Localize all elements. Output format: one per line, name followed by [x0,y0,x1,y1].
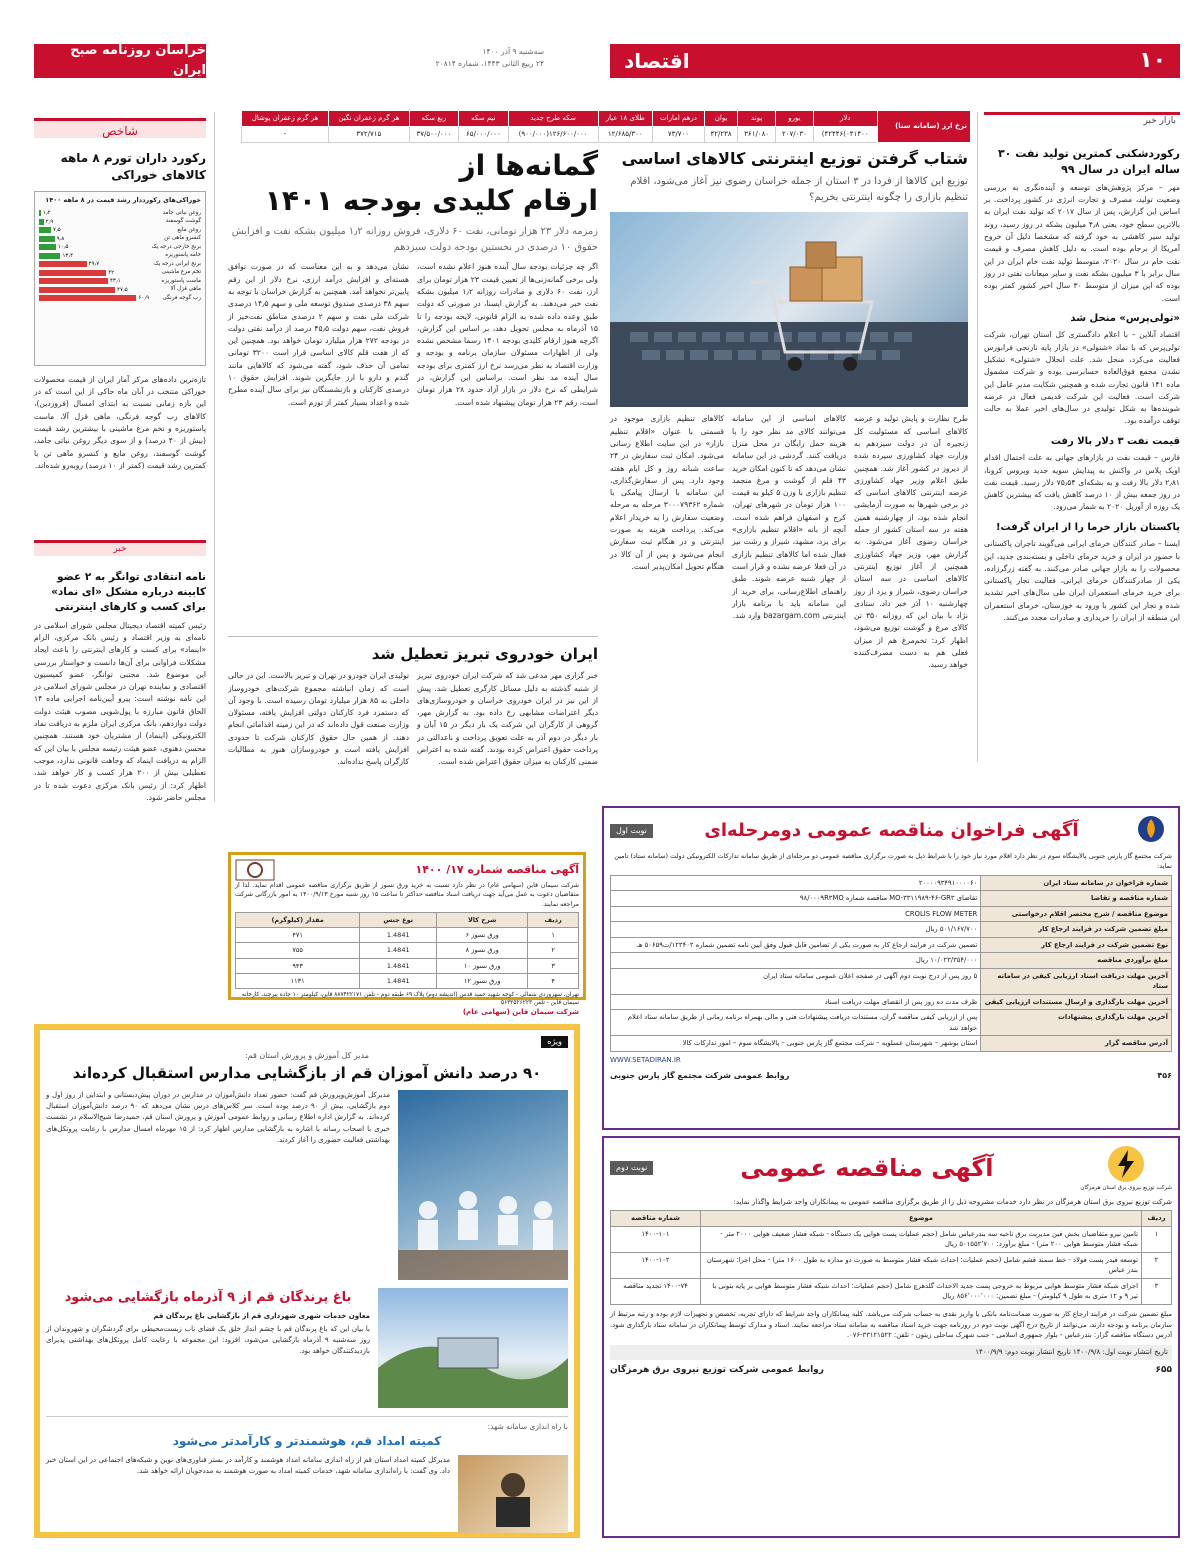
ad-title: آگهی فراخوان مناقصه عمومی دومرحله‌ای [704,820,1079,842]
ad-footer: شرکت سیمان قاین (سهامی عام) [462,1007,579,1016]
chart-bar-row [39,243,201,252]
chart-category-label: رب گوجه فرنگی [162,294,201,301]
detail-value: تضمین شرکت در فرایند ارجاع کار به صورت یکی از تضامین قابل قبول وفق آیین نامه تضمین شماره ۱۲۳۴۰۲/ت۵۰۶۵۹ هـ [611,937,981,953]
table-cell: تامین نیرو متقاضیان بخش فین مدیریت برق ناحیه سه بندرعباس شامل (حجم عملیات پست هوایی یک دستگاه - شبکه فشار ضعیف هوایی ۲۰۰۰ متر - شبکه فشار متوسط هوایی ۲۰۰ متر) - مبلغ برآورد: ۵۰۱۵۵۲٬۷۰۰ ریال [701,1226,1142,1252]
company-name: شرکت توزیع نیروی برق استان هرمزگان [1080,1185,1172,1191]
detail-label: آخرین مهلت بارگذاری و ارسال مستندات ارزیابی کیفی [981,994,1172,1010]
chart-data-label: ۷٫۵ [53,227,61,234]
table-cell: ۴۷۱ [236,928,360,943]
cement-tender-ad [228,852,586,1016]
chart-bar-row [39,260,201,269]
currency-header-cell: ربع سکه [409,111,458,127]
table-row [611,1036,1172,1052]
story-title: شتاب گرفتن توزیع اینترنتی کالاهای اساسی [621,149,968,168]
ad-details-table [610,875,1172,1052]
chart-bar [39,270,106,276]
chart-headline: رکورد داران تورم ۸ ماهه کالاهای خوراکی [60,151,206,183]
detail-value: تقاضای MO-۳۳۱۱۹۸۹-۴۶-GR۳ مناقصه شماره ۹۸/۰۰۰۹R۳MO [611,891,981,907]
chart-category-label: برنج ایرانی درجه یک [153,260,201,267]
story-headline: قیمت نفت ۳ دلار بالا رفت [1050,435,1180,447]
table-row [236,928,579,943]
currency-header-cell: دلار [813,111,877,127]
story-headline: پاکستان بازار خرما را از ایران گرفت! [995,521,1180,533]
table-cell: ۱۴۰۰-۷۴ تجدید مناقصه [611,1278,701,1304]
detail-value: ۱۰/۰۲۳/۳۵۴/۰۰۰ ریال [611,953,981,969]
currency-value-cell: ۳۶۱/۰۸۰ [738,126,776,142]
ad-code: ۴۵۶ [1157,1070,1172,1080]
ad-table-body [611,875,1172,1051]
ad-items-table [610,1210,1172,1305]
budget-columns [228,261,598,409]
detail-value: استان بوشهر – شهرستان عسلویه – شرکت مجتمع گاز پارس جنوبی – پالایشگاه سوم – امور تدارکات کالا [611,1036,981,1052]
currency-header-cell: هر گرم زعفران نگین [329,111,410,127]
gas-tender-ad [602,806,1180,1130]
table-row [611,1252,1172,1278]
story-column: خبر گزاری مهر مدعی شد که شرکت ایران خودروی تبریز از شنبه گذشته به دلیل مسائل کارگری تعطیل شد. پیش از این نیز در ایران خودروی خراسان و خودروسازی‌های دیگر اعتراضات مشابهی رخ داده بود. به گزارش مهر، گروهی از کارگران این شرکت یک بار دیگر در ۱۵ آبان و بار دیگر در دوم آذر به علت تعویق پرداخت و ناعدالتی در پرداخت حقوق اعتراض کرده بودند. گفته شده به اعتراض ضمنی کارکنان به میزان حقوق اعتراض شده است. [417,671,598,767]
lightning-icon [1106,1144,1146,1184]
currency-row-label: نرخ ارز (سامانه سنا) [877,111,970,143]
chart-bar [39,244,56,250]
table-cell: ورق نسوز ۱۰ [437,958,528,973]
currency-value-cell: ۶۵/۰۰۰/۰۰۰ [459,126,508,142]
table-row [611,1010,1172,1036]
budget-title-line2: ارقام کلیدی بودجه ۱۴۰۱ [264,184,598,217]
students-photo [398,1090,568,1280]
story-body: اقتصاد آنلاین – با اعلام دادگستری کل استان تهران، شرکت تولی‌پرس که با نماد «شتولی» در بازار پایه نارنجی فرابورس فعالیت می‌کرد، منحل شد. علت انحلال «شتولی» تشکیل نشدن مجمع فوق‌العاده حسابرسی بوده و شرکت مشمول ماده ۱۴۱ قانون تجارت شده و همچنین شکایت مدیر عامل این شرکت است. فعالیت این شرکت قدیمی فعال در عرضه شوینده‌ها به شکل تولیدی در سال‌های اخیر عملا به حالت توقف درآمده بود. [984,330,1181,426]
chart-category-label: روغن مایع [177,226,201,233]
ad-header-cell: شرح کالا [437,913,528,928]
chart-title: خوراکی‌های رکورددار رشد قیمت در ۸ ماهه ۱۴۰۰ [45,195,201,204]
story-column: کالاهای اساسی از این سامانه می‌توانند کالای مد نظر خود را با هزینه حمل رایگان در محل منزل دریافت کنند. گردشی در این سامانه نشان می‌دهد که تا کنون امکان خرید ۴۳ قلم از گوشت و مرغ منجمد تنظیم بازاری با وزن ۵ کیلو به قیمت ۱۰۰ هزار تومان در شهرهای تهران، کرج و اصفهان فراهم شده است. آنچه از بانه «اقلام تنظیم بازاری» برای یزد، مشهد، شیراز و رشت نیز فعال شده اما کالاهای تنظیم بازاری در آن فعلا عرضه نشده و قرار است از چهار شنبه عرضه شوند. طبق راهنمای اطلاع‌رسانی، برای خرید از این سامانه باید با برنامه بازار اینترنتی bazargam.com وارد شد. [732,414,846,621]
story-column: نشان می‌دهد و به این معناست که در صورت توافق هسته‌ای و افزایش درآمد ارزی، نرخ دلار از این رقم پایین‌تر نخواهد آمد. همچنین به گزارش خراسان با توجه به سهم ۳۸ درصدی صندوق توسعه ملی و سهم ۱۴٫۵ درصدی شرکت ملی نفت و سهم ۲ درصدی مناطق نفت‌خیز از فروش نفت، سهم دولت ۴۵٫۵ درصد از درآمد نفتی دولت در بودجه ۲۷۲ هزار میلیارد تومان خواهد بود. همچنین این که از هفت قلم کالای اساسی قرار است ۳۲۰۰ تومانی تمامی آن حذف شود، گفته می‌شود که کالاهایی مانند گندم و دارو با ارز جایگزین شوند. افزایش حقوق ۱۰ درصدی کارکنان و بازنشستگان نیز برای سال آینده مطرح شده و اعداد بسیار کمتر از تورم است. [228,262,410,407]
chart-description: تازه‌ترین داده‌های مرکز آمار ایران از قیمت محصولات خوراکی منتخب در آبان ماه حاکی از این است که در این بازه زمانی نسبت به ابتدای امسال (فروردین)، کالاهای رب گوجه فرنگی، ماهی قزل آلا، ماست پاستوریزه و تخم مرغ ماشینی با بیشترین رشد قیمت (بیش از ۴۰ درصد) و از سوی دیگر روغن نباتی جامد، گوشت گوسفند، روغن مایع و کنسرو ماهی تن با کمترین رشد قیمت (کمتر از ۱۰ درصد) روبه‌رو شده‌اند. [34,374,206,470]
table-cell: 1.4841 [360,973,437,988]
cart-laptop-icon [610,212,968,407]
chart-data-label: ۹٫۸ [56,235,65,242]
chart-bar-row [39,251,201,260]
table-cell: ورق نسوز ۶ [437,928,528,943]
table-row [611,1278,1172,1304]
table-cell: توسعه فیدر پست فولاد - خط سمند قشم شامل (حجم عملیات: احداث شبکه فشار متوسط به صورت دو مداره به طول ۱۶۰۰ متر) - محل اجرا: شهرستان بندر عباس [701,1252,1142,1278]
emdad-title: کمیته امداد قم، هوشمندتر و کارآمدتر می‌شود [172,1434,442,1449]
ad-intro: شرکت توزیع نیروی برق استان هرمزگان در نظر دارد خدمات مشروحه ذیل را از طریق برگزاری مناقصه عمومی به پیمانکاران واجد شرایط واگذار نماید: [733,1197,1172,1206]
chart-bar [39,236,55,242]
currency-value-cell: ۳۷/۵۰۰/۰۰۰ [409,126,458,142]
table-row [611,891,1172,907]
table-cell: ورق نسوز ۱۲ [437,973,528,988]
chart-bar-row [39,226,201,235]
ad-badge: نوبت اول [610,824,653,838]
table-row [611,953,1172,969]
story-columns [610,413,968,671]
ad-table-body [611,1226,1172,1304]
detail-label: شماره مناقصه و تقاضا [981,891,1172,907]
ad-footer-row [610,1070,1172,1082]
ad-title: آگهی مناقصه عمومی [740,1153,994,1182]
story-column: کالاهای تنظیم بازاری موجود در قسمتی با عنوان «اقلام تنظیم بازار» در این سایت اطلاع رسانی می‌شود. امکان ثبت سفارش در ۲۴ ساعت شبانه روز و کل ایام هفته وجود دارد. پس از سفارش‌گذاری، این سامانه با ارسال پیامکی با شماره ۳۰۰۰۷۹۳۶۲ مرحله به مرحله وضعیت سفارش را به خریدار اعلام می‌کند. پرداخت هزینه به صورت اینترنتی و در هنگام ثبت سفارش انجام می‌شود و پس از آن کالا در هنگام تحویل امکان‌پذیر است. [610,414,724,571]
speaker-icon [458,1455,568,1533]
ad-items-table [235,912,579,988]
table-row [236,943,579,958]
table-row [611,1226,1172,1252]
chart-bar [39,219,44,225]
story-headline: نامه انتقادی توانگر به ۲ عضو کابینه درباره مشکل «ای نماد» برای کسب و کارهای اینترنتی [51,571,206,614]
table-row [611,968,1172,994]
currency-value-cell: ۲۰۷/۰۳۰ [776,126,814,142]
story-body: فارس – قیمت نفت در بازارهای جهانی به علت احتمال اقدام اوپک پلاس در واکنش به پیدایش سویه جدید ویروس کرونا، ۲٫۸۱ دلار بالا رفت و به بشکه‌ای ۷۵٫۵۴ دلار رسید. قیمت نفت در روز جمعه بیش از ۱۰ درصد کاهش یافت که بیشترین کاهش یک روزه از آوریل ۲۰۲۰ به شمار می‌رود. [984,453,1180,512]
ad-table-body [236,928,579,988]
ad-table-header [611,1211,1172,1227]
currency-value-cell: ۷۳/۷۰۰ [653,126,705,142]
chart-bar-row [39,268,201,277]
food-inflation-chart [34,191,206,366]
special-label: ویژه [541,1036,568,1048]
currency-header-cell: درهم امارات [653,111,705,127]
chart-data-label: ۱٫۲ [42,210,51,217]
page-number: ۱۰ [1139,47,1166,73]
ad-code: ۶۵۵ [1155,1365,1172,1376]
chart-data-label: ۴۲ [108,269,115,276]
story-column: اگر چه جزئیات بودجه سال آینده هنوز اعلام نشده است، ولی برخی گمانه‌زنی‌ها از تعیین قیمت ۲۳ هزار تومان برای ارز، نفت ۶۰ دلاری و صادرات روزانه ۱٫۲ میلیون بشکه نفت خبر می‌دهند. به گزارش ایسنا، در صورتی که دولت طبق وعده داده شده به الزام قانونی، لایحه بودجه را تا ۱۵ آذرماه به مجلس تحویل دهد، بر اساس این گزارش، اگرچه هنوز ارقام کلیدی بودجه ۱۴۰۱ رسما مشخص نشده ولی از اظهارات مسئولان سازمان برنامه و بودجه و وزارت اقتصاد به نظر می‌رسد نرخ ارز کمتری برای بودجه سال آینده مد نظر است. براساس این گزارش، در شرایطی که نرخ دلار در بازار آزاد حدود ۲۸ هزار تومان است، رقم ۲۳ هزار تومان پیشنهاد شده است. [417,262,598,407]
garden-kicker: معاون خدمات شهری شهرداری قم از بازگشایی باغ پرندگان قم [153,1311,370,1320]
chart-category-label: کنسرو ماهی تن [164,235,201,242]
story-title: ایران خودروی تبریز تعطیل شد [371,645,598,663]
currency-header-cell: نیم سکه [459,111,508,127]
table-cell: ورق نسوز ۸ [437,943,528,958]
story-title: ۹۰ درصد دانش آموزان قم از بازگشایی مدارس استقبال کرده‌اند [72,1063,542,1082]
chart-bars [39,209,201,303]
chart-data-label: ۶۰٫۹ [138,295,150,302]
section-label-bazar: بازار خبر [984,112,1180,128]
detail-label: مبلغ تضمین شرکت در فرایند ارجاع کار [981,922,1172,938]
chart-data-label: ۲۹٫۷ [88,261,100,268]
table-cell: ۲ [528,943,579,958]
chart-category-label: روغن نباتی جامد [162,209,201,216]
story-column: تولیدی ایران خودرو در تهران و تبریز بالاست. این در حالی است که زمان انباشته مجموع شرکت‌های خودروساز داخلی به ۸۵ هزار میلیارد تومان رسیده است. با وجود آن که دستمزد فرد کارکنان دولتی افزایش یافته، مسئولان وزارت صنعت قول داده‌اند که در این زمینه اقداماتی انجام دهند. از همین حال حقوق کارکنان شرکت تا حدودی افزایش یافته است و خودروسازان هنوز به مطالبات کارگران پاسخ نداده‌اند. [228,671,410,767]
table-row [611,875,1172,891]
currency-header-cell: طلای ۱۸ عیار [598,111,652,127]
qom-special-section [34,1024,580,1538]
internet-distribution-story [610,148,968,672]
chart-data-label: ۱۰٫۵ [57,244,69,251]
chart-bar [39,210,41,216]
emdad-body: مدیرکل کمیته امداد استان قم از راه اندازی سامانه امداد هوشمند و کارآمد در بستر فناوری‌های نوین و شبکه‌های اجتماعی در این استان خبر داد. وی گفت: با راه‌اندازی سامانه شهد، خدمات کمیته امداد به صورت هوشمند به مددجویان ارائه خواهد شد. [46,1456,450,1476]
iran-khodro-story [228,636,598,769]
chart-bar [39,227,51,233]
story-headline: رکوردشکنی کمترین تولید نفت ۳۰ ساله ایران در سال ۹۹ [997,147,1180,176]
newspaper-logo[interactable]: خراسان روزنامه صبح ایران [34,44,206,78]
chart-category-label: خامه پاستوریزه [165,252,201,259]
currency-header-cell: یوان [704,111,737,127]
column-divider [214,112,215,802]
emdad-photo [458,1455,568,1533]
ad-title: آگهی مناقصه شماره ۱۷/ ۱۴۰۰ [415,863,579,877]
table-cell: ۹۴۳ [236,958,360,973]
ad-header-cell: ردیف [1142,1211,1172,1227]
electric-company-logo [1080,1144,1172,1193]
garden-body: با بیان این که باغ پرندگان قم با چشم انداز خلق یک فضای ناب زیست‌محیطی برای گردشگران و شهروندان از روز سه‌شنبه ۹ آذرماه بازگشایی می‌شود، افزود: این مجموعه با رعایت کامل پروتکل‌های بهداشتی پذیرای بازدیدکنندگان خواهد بود. [46,1324,370,1356]
ad-badge: نوبت دوم [610,1161,653,1175]
classroom-icon [398,1090,568,1280]
story-columns [228,670,598,768]
cement-logo-icon [235,859,275,881]
chart-bar-row [39,209,201,218]
chart-category-label: تخم مرغ ماشینی [161,269,201,276]
chart-bar [39,295,136,301]
currency-values-row [242,126,971,142]
ad-header-cell: شماره مناقصه [611,1211,701,1227]
detail-value: CROLIS FLOW METER [611,906,981,922]
chart-data-label: ۲٫۹ [45,218,54,225]
currency-header-row [242,111,971,127]
ad-intro: شرکت مجتمع گاز پارس جنوبی پالایشگاه سوم در نظر دارد اقلام مورد نیاز خود را با شرایط ذیل به صورت برگزاری مناقصه عمومی دو مرحله‌ای از طریق سامانه تدارکات الکترونیکی دولت (سامانه ستاد) تامین نماید: [614,852,1172,870]
table-cell: اجرای شبکه فشار متوسط هوایی مربوط به خروجی پست جدید الاحداث گلدهرچ شامل (حجم عملیات: احداث شبکه فشار متوسط هوایی بر پایه بتونی با تیر ۹ و ۱۲ متری به طول ۹ کیلومتر) - مبلغ تضمین: ۸۵۶٬۰۰۰٬۰۰۰ ریال [701,1278,1142,1304]
detail-label: موضوع مناقصه / شرح مختصر اقلام درخواستی [981,906,1172,922]
currency-header-cell: سکه طرح جدید [508,111,598,127]
garden-title: باغ پرندگان قم از ۹ آذرماه بازگشایی می‌شود [64,1289,352,1305]
detail-label: آدرس مناقصه گزار [981,1036,1172,1052]
chart-bar-row [39,277,201,286]
currency-value-cell: ۱۲/۶۸۵/۳۰۰ [598,126,652,142]
detail-value: پس از ارزیابی کیفی مناقصه گران، مستندات دریافت پیشنهادات فنی و مالی بهمراه برنامه زمانی از طریق سامانه ستاد اعلام خواهد شد [611,1010,981,1036]
table-cell: ۳ [528,958,579,973]
ad-dates: تاریخ انتشار نوبت اول: ۱۴۰۰/۹/۸ تاریخ انتشار نوبت دوم: ۱۴۰۰/۹/۹ [610,1345,1172,1360]
tavangar-story [34,540,206,804]
ad-footer: روابط عمومی شرکت توزیع نیروی برق هرمزگان [610,1365,824,1376]
detail-value: ۲۰۰۰۰۹۳۴۹۱۰۰۰۰۶۰ [611,875,981,891]
chart-bar-row [39,285,201,294]
currency-rates-table [241,110,971,143]
table-cell: ۱ [1142,1226,1172,1252]
chart-category-label: ماهی قزل آلا [170,286,201,293]
ad-header-cell: مقدار (کیلوگرم) [236,913,360,928]
chart-category-label: گوشت گوسفند [165,218,201,225]
currency-header-cell: پوند [738,111,776,127]
detail-value: ۵ روز پس از درج نوبت دوم آگهی در صفحه اعلان عمومی سامانه ستاد ایران [611,968,981,994]
table-cell: ۱۱۳۱ [236,973,360,988]
story-body: مدیرکل آموزش‌وپرورش قم گفت: حضور تعداد دانش‌آموزان در مدارس در دوران پیش‌دبستانی و ابتدایی از روز اول و دوم بازگشایی، بیش از ۹۰ درصد بوده است. سر کلاس‌های درس نشان می‌دهد که ۹۰ درصد دانش‌آموزان استقبال کرده‌اند. به گزارش اداره اطلاع رسانی و روابط عمومی آموزش و پرورش استان قم، حمیدرضا شیخ‌الاسلام در نشست خبری با اصحاب رسانه با اشاره به بازگشایی مدارس اظهار کرد: از ۱۵ مهرماه امسال مدارس با رعایت پروتکل‌های بهداشتی فعالیت حضوری را آغاز کردند. [46,1090,391,1145]
chart-bar-row [39,234,201,243]
story-body: ایسنا – صادر کنندگان خرمای ایرانی می‌گویند تاجران پاکستانی با حضور در ایران و خرید خرمای داخلی و بسته‌بندی جدید، این محصولات را به بازار جهانی صادر می‌کنند. به گفته زرگرزاده، یکی از صادرکنندگان خرمای ایرانی، فعالیت تجار پاکستانی برای خرید خرمای استعمران ایران طی سال‌های اخیر تشدید شده و تجار این کشور با ورود به خوزستان، خرمای استعمران این منطقه از ایران را خریداری و صادرات مجدد می‌کنند. [984,539,1180,622]
detail-label: آخرین مهلت دریافت اسناد ارزیابی کیفی در سامانه ستاد [981,968,1172,994]
table-cell: 1.4841 [360,943,437,958]
currency-value-cell: ۴۲/۲۳۸ [704,126,737,142]
currency-header-cell: هر گرم زعفران پوشال [242,111,329,127]
story-lead: توزیع این کالاها از فردا در ۳ استان از جمله خراسان رضوی نیز آغاز می‌شود، اقلام تنظیم بازاری را چگونه اینترنتی بخریم؟ [630,176,968,204]
table-row [236,958,579,973]
ad-footer: روابط عمومی شرکت مجتمع گاز پارس جنوبی [610,1070,790,1080]
table-row [611,937,1172,953]
table-row [611,922,1172,938]
chart-category-label: ماست پاستوریزه [161,277,201,284]
detail-label: آخرین مهلت بارگذاری پیشنهادات [981,1010,1172,1036]
garden-icon [378,1288,568,1408]
story-column: طرح نظارت و پایش تولید و عرضه کالاهای اساسی که مسئولیت کل زنجیره آن در دولت سیزدهم به وزارت جهاد کشاورزی سپرده شده از دیروز در کشور آغاز شد. همچنین طبق اعلام وزیر جهاد کشاورزی عرضه اینترنتی کالاهای اساسی که در برخی شهرها به صورت آزمایشی انجام شده بود، از چهارشنبه همین هفته در سه استان کشور از جمله خراسان رضوی آغاز می‌شود. به گزارش مهر، وزیر جهاد کشاورزی همچنین از آغاز توزیع اینترنتی کالاهای اساسی در سه استان خراسان رضوی، شیراز و یزد از روز چهارشنبه ۱۰ آذر خبر داد. ستادی نژاد با بیان این که روزانه ۳۵۰ تن کالای مرغ و گوشت توزیع می‌شود، اظهار کرد: تخم‌مرغ هم از میزان فعلی هم به دست مصرف‌کننده خواهد رسید. [854,414,968,670]
budget-story [228,148,598,409]
ad-header-cell: نوع جنس [360,913,437,928]
table-cell: 1.4841 [360,958,437,973]
table-cell: ۱ [528,928,579,943]
currency-value-cell: (۹۰۰/۰۰۰)۱۲۶/۶۰۰/۰۰۰ [508,126,598,142]
table-cell: ۳ [1142,1278,1172,1304]
currency-header-cell: یورو [776,111,814,127]
ad-footer-row [610,1364,1172,1378]
ad-header-cell: ردیف [528,913,579,928]
chart-category-label: برنج خارجی درجه یک [151,243,201,250]
electric-tender-ad [602,1136,1180,1538]
emdad-kicker: با راه اندازی سامانه شهد: [487,1421,568,1431]
table-row [611,906,1172,922]
khabar-label: خبر [34,540,206,556]
table-cell: ۱۴۰۰-۱۰۲ [611,1252,701,1278]
story-headline: «تولی‌پرس» منحل شد [1070,312,1180,324]
gas-company-logo-icon [1130,814,1172,848]
ad-header-cell: موضوع [701,1211,1142,1227]
story-kicker: مدیر کل آموزش و پرورش استان قم: [244,1051,369,1061]
section-title: اقتصاد [624,48,690,73]
chart-bar-row [39,294,201,303]
column-divider [977,112,978,762]
chart-bar [39,261,87,267]
story-body: رئیس کمیته اقتصاد دیجیتال مجلس شورای اسلامی در نامه‌ای به وزیر اقتصاد و رئیس بانک مرکزی، الزام «اینماد» برای کسب و کارهای اینترنتی را باعث ایجاد مشکلات فراوانی برای آن‌ها دانست و خواستار بررسی این موضوع شد. مجتبی توانگر، عضو کمیسیون اقتصادی و نماینده تهران در مجلس شورای اسلامی در این نامه نوشته است: پیرو آیین‌نامه اجرایی ماده ۱۴ الحاق قانون مبارزه با پول‌شویی مصوب هیئت دولت دولت دوازدهم، بانک مرکزی ایران ملزم به دریافت نماد الکترونیکی (اینماد) از مشتریان خود هستند. همچنین محسن دهنوی، عضو هیئت رئیسه مجلس با بیان این که الزام به دریافت اینماد که وجاهت قانونی ندارد، موجب تعطیلی بیش از ۲۰۰ هزار کسب و کار خواهد شد، اظهار کرد: از رئیس بانک مرکزی دعوت شده تا در مجلس حاضر شود. [34,620,206,802]
ad-body: مبلغ تضمین شرکت در فرایند ارجاع کار به صورت ضمانت‌نامه بانکی یا واریز نقدی به حساب شرکت می‌باشد. کلیه پیمانکاران واجد شرایط که دارای تجربه، تخصص و تجهیزات لازم بوده و رتبه مرتبط از سازمان برنامه و بودجه دارند، می‌توانند از تاریخ درج آگهی نوبت دوم در روزنامه جهت خرید اسناد مناقصه به سامانه ستاد مراجعه نمایند. اسناد و مدارک توسط پیمانکاران در سامانه ستاد بارگذاری شود. آدرس دستگاه مناقصه گزار: بندرعباس - بلوار جمهوری اسلامی - جنب شهرک ساحلی زیتون - تلفن: ۳۳۱۲۱۵۲۲-۰۷۶. [610,1309,1172,1340]
issue-date: سه‌شنبه ۹ آذر ۱۴۰۰ ۲۴ ربیع الثانی ۱۴۴۳، شماره ۲۰۸۱۴ [435,47,544,68]
chart-data-label: ۱۳٫۴ [62,252,74,259]
divider [228,636,598,637]
inflation-chart-story [34,150,206,472]
budget-lead: زمزمه دلار ۲۳ هزار تومانی، نفت ۶۰ دلاری، فروش روزانه ۱٫۲ میلیون بشکه نفت و افزایش حقوق ۱۰ درصدی در نخستین بودجه دولت سیزدهم [231,226,598,253]
detail-label: شماره فراخوان در سامانه ستاد ایران [981,875,1172,891]
detail-value: ظرف مدت ده روز پس از انقضای مهلت دریافت اسناد [611,994,981,1010]
page-header-bar [610,44,1180,78]
table-row [611,994,1172,1010]
table-cell: 1.4841 [360,928,437,943]
chart-data-label: ۴۷٫۵ [117,286,128,293]
table-cell: ۴ [528,973,579,988]
detail-label: مبلغ برآوردی مناقصه [981,953,1172,969]
chart-bar [39,253,60,259]
shakhes-section-label: شاخص [34,118,206,138]
table-cell: ۷۵۵ [236,943,360,958]
shopping-cart-photo [610,212,968,407]
currency-value-cell: - [242,126,329,142]
chart-data-label: ۴۳٫۱ [109,278,121,285]
ad-address: تهران، سهروردی شمالی - کوچه شهید حمید قدس (اندیشه دوم) پلاک ۶۹ طبقه دوم - تلفن ۸۸۷۴۲۲۱۷۱ قاین، کیلومتر ۱۰ جاده بیرجند، کارخانه سیمان قاین - تلفن ۵۶۳۲۵۲۶۲۲۳ [241,991,579,1006]
chart-bar [39,278,108,284]
chart-bar [39,287,115,293]
bird-garden-photo [378,1288,568,1408]
currency-value-cell: (۴۲۴۴۶(۰۴۱۴۰۰ [813,126,877,142]
ad-website-link[interactable]: WWW.SETADIRAN.IR [610,1055,681,1064]
table-row [236,973,579,988]
table-cell: ۲ [1142,1252,1172,1278]
budget-title-line1: گمانه‌ها از [459,149,598,182]
detail-value: ۵۰۱/۱۶۷/۷۰۰ ریال [611,922,981,938]
story-body: مهر – مرکز پژوهش‌های توسعه و آینده‌نگری به بررسی وضعیت تولید، مصرف و تجارت انرژی در کشور پرداخت. بر اساس این گزارش، پس از سال ۲۰۱۷ که تولید نفت ایران به بالاترین سطح خود، یعنی ۴٫۸ میلیون بشکه در روز رسید، روند تولید سیر کاهشی به خود گرفته که مشخصا دلیل آن خروج آمریکا از برجام بوده است. به دلیل کاهش مصرف و قیمت نفت خام در سال ۲۰۲۰، متوسط تولید نفت خام ایران در این سال برابر با ۳ میلیون بشکه نفت و سایر میعانات نفتی در روز بوده که این میزان از متوسط ۳۰ سال اخیر کشور کمتر بوده است. [984,182,1181,303]
chart-bar-row [39,217,201,226]
ad-intro: شرکت سیمان قاین (سهامی عام) در نظر دارد نسبت به خرید ورق نسوز از طریق برگزاری مناقصه عمومی اقدام نماید. لذا از متقاضیان دعوت به عمل می‌آید جهت دریافت اسناد مناقصه حداکثر تا ساعت ۱۵ روز شنبه مورخ ۱۴۰۰/۹/۱۳ به امور بازرگانی شرکت مراجعه نمایند. [235,882,579,908]
detail-label: نوع تضمین شرکت در فرایند ارجاع کار [981,937,1172,953]
table-cell: ۱۴۰۰-۱۰۱ [611,1226,701,1252]
ad-table-header [236,913,579,928]
currency-value-cell: ۳۷۲/۷۱۵ [329,126,410,142]
news-brief-column [984,112,1180,732]
